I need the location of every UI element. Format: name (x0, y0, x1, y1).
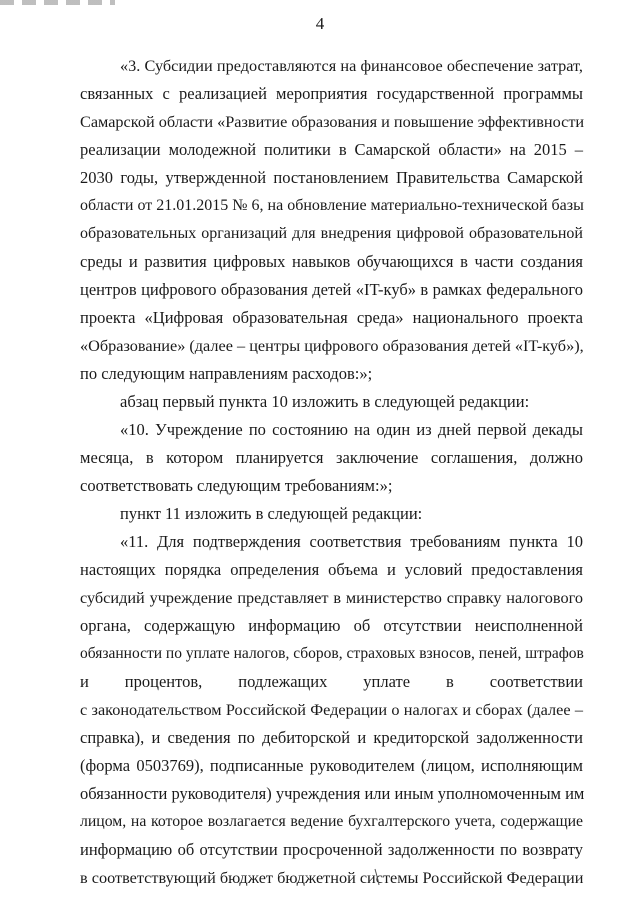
text-line: информацию об отсутствии просроченной задолженности по возврату (80, 840, 583, 859)
text-line: образовательных организаций для внедрения цифровой образовательной (80, 225, 583, 242)
text-line: лицом, на которое возлагается ведение бухгалтерского учета, содержащие (80, 813, 583, 830)
text-line: проекта «Цифровая образовательная среда» национального проекта (80, 308, 583, 327)
text-line: с законодательством Российской Федерации о налогах и сборах (далее – (80, 701, 583, 719)
text-line: Самарской области «Развитие образования и повышение эффективности (80, 113, 585, 131)
text-line: реализации молодежной политики в Самарской области» на 2015 – (80, 140, 583, 159)
text-line: пункт 11 изложить в следующей редакции: (120, 504, 423, 523)
text-line: в соответствующий бюджет бюджетной системы Российской Федерации (80, 869, 584, 887)
text-line: 2030 годы, утвержденной постановлением Правительства Самарской (80, 168, 583, 187)
text-line: «Образование» (далее – центры цифрового образования детей «IT-куб»), (80, 337, 584, 355)
text-line: «10. Учреждение по состоянию на один из дней первой декады (120, 420, 583, 439)
text-line: (форма 0503769), подписанные руководителем (лицом, исполняющим (80, 756, 583, 775)
text-line: и процентов, подлежащих уплате в соответствии (80, 672, 583, 691)
text-line: «11. Для подтверждения соответствия требованиям пункта 10 (120, 532, 583, 551)
text-line: абзац первый пункта 10 изложить в следующей редакции: (120, 392, 530, 411)
text-line: «3. Субсидии предоставляются на финансовое обеспечение затрат, (120, 57, 583, 75)
scan-artifact (0, 0, 115, 5)
text-line: справка), и сведения по дебиторской и кредиторской задолженности (80, 728, 583, 747)
text-line: обязанности по уплате налогов, сборов, страховых взносов, пеней, штрафов (80, 645, 584, 662)
text-line: по следующим направлениям расходов:»; (80, 364, 373, 383)
text-line: центров цифрового образования детей «IT-куб» в рамках федерального (80, 280, 583, 299)
text-line: соответствовать следующим требованиям:»; (80, 476, 393, 495)
text-line: месяца, в котором планируется заключение соглашения, должно (80, 448, 583, 467)
body-text (80, 52, 583, 892)
text-line: субсидий учреждение представляет в министерство справку налогового (80, 589, 583, 607)
text-line: среды и развития цифровых навыков обучающихся в части создания (80, 252, 583, 271)
text-line: органа, содержащую информацию об отсутствии неисполненной (80, 616, 583, 635)
text-line: обязанности руководителя) учреждения или иным уполномоченным им (80, 784, 585, 803)
page-number: 4 (315, 14, 325, 33)
scan-speck (374, 868, 380, 886)
text-line: связанных с реализацией мероприятия государственной программы (80, 84, 583, 103)
text-line: области от 21.01.2015 № 6, на обновление материально-технической базы (80, 197, 584, 214)
text-line: настоящих порядка определения объема и условий предоставления (80, 560, 583, 579)
